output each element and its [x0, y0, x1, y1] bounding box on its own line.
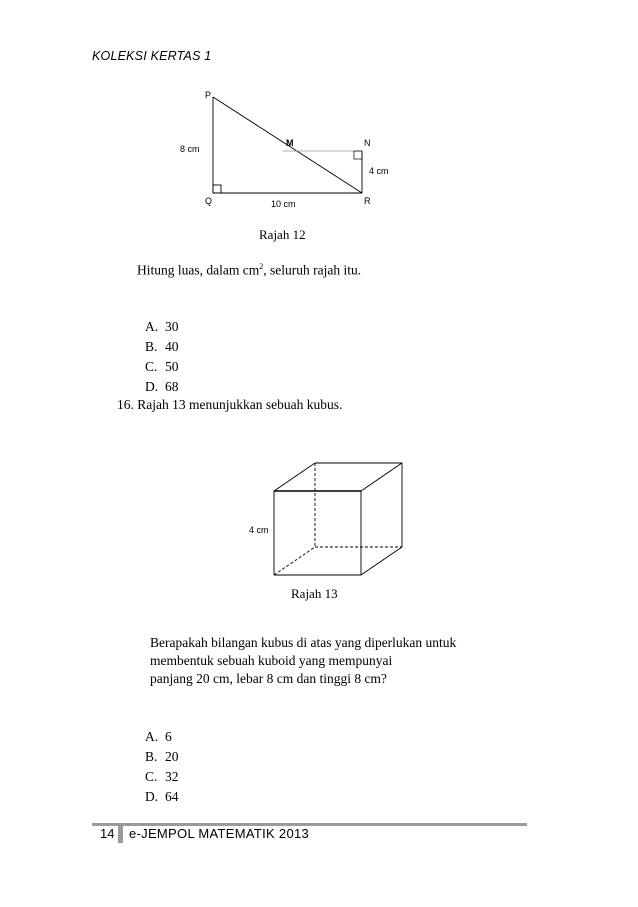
label-n: N [364, 138, 371, 148]
figure-13-caption: Rajah 13 [291, 586, 338, 601]
right-angle-n [354, 151, 362, 159]
cube-edge-label: 4 cm [249, 525, 269, 535]
page-number: 14 [100, 826, 115, 841]
option-c[interactable]: C. 50 [145, 359, 179, 374]
option-c[interactable]: C. 32 [145, 769, 179, 784]
cube-bottom-right [361, 547, 402, 575]
option-b[interactable]: B. 20 [145, 749, 179, 764]
page-header: KOLEKSI KERTAS 1 [92, 49, 212, 63]
question-15-text: Hitung luas, dalam $cm^2$, seluruh rajah itu. [137, 262, 362, 278]
label-p: P [205, 90, 212, 100]
label-nr: 4 cm [369, 166, 389, 176]
label-m: M [286, 138, 294, 148]
footer-separator [118, 826, 123, 843]
question-15-options [145, 317, 179, 397]
option-d[interactable]: D. 68 [145, 379, 179, 394]
question-16-options [145, 727, 179, 807]
option-d[interactable]: D. 64 [145, 789, 179, 804]
cube-hidden-diagonal [274, 547, 315, 575]
cube-top-right [361, 463, 402, 491]
option-a[interactable]: A. 30 [145, 319, 179, 334]
cube-top-left [274, 463, 315, 491]
footer-title: e-JEMPOL MATEMATIK 2013 [129, 826, 310, 841]
option-a[interactable]: A. 6 [145, 729, 172, 744]
label-r: R [364, 196, 371, 206]
right-angle-q [213, 185, 221, 193]
question-16-intro: 16. Rajah 13 menunjukkan sebuah kubus. [117, 397, 343, 412]
option-b[interactable]: B. 40 [145, 339, 179, 354]
label-qr: 10 cm [271, 199, 296, 209]
label-q: Q [205, 196, 213, 206]
figure-12-caption: Rajah 12 [259, 227, 306, 242]
question-16-text: Berapakah bilangan kubus di atas yang diperlukan untuk membentuk sebuah kuboid yang mempunyai panjang 20 cm, lebar 8 cm dan tinggi 8 cm? [150, 635, 457, 686]
label-pq: 8 cm [180, 144, 200, 154]
figure-13-cube [266, 458, 416, 578]
